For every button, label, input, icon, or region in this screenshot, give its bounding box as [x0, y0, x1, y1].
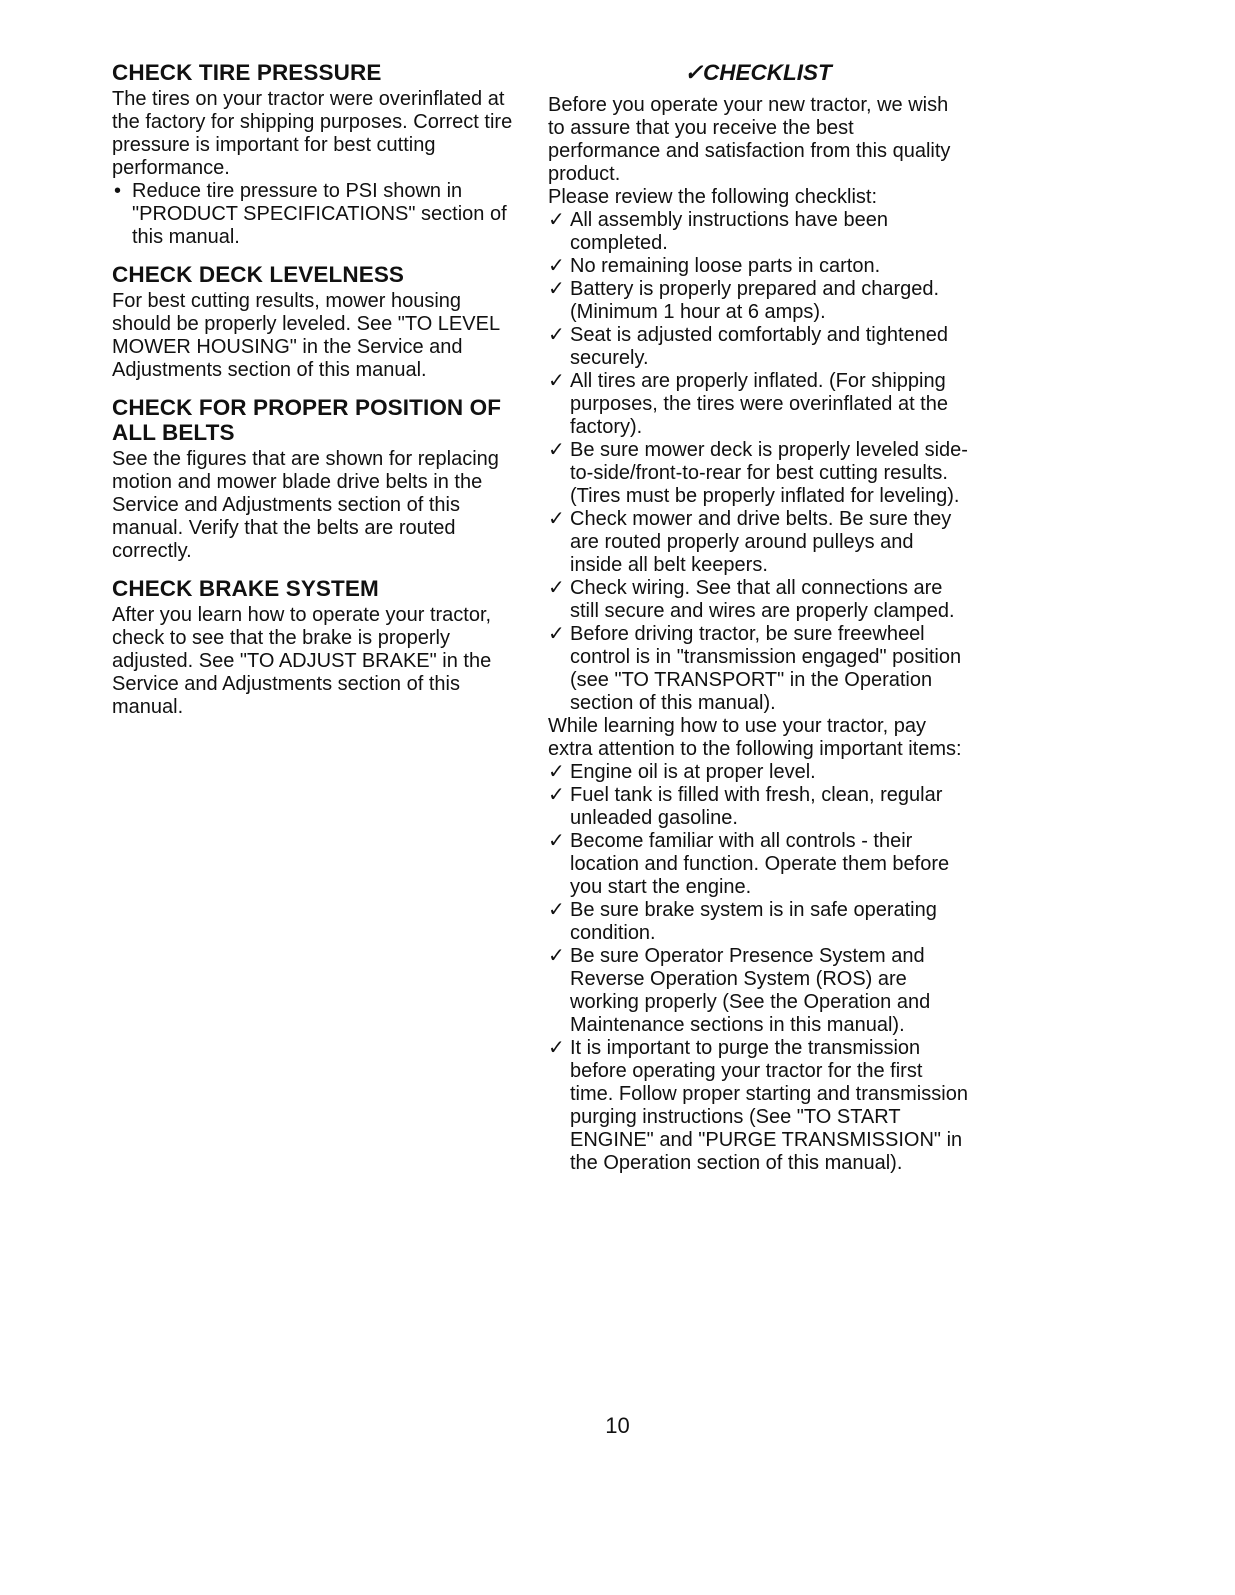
list-item-text: Engine oil is at proper level.: [570, 761, 816, 783]
checklist-title-text: CHECKLIST: [703, 60, 832, 85]
checkmark-icon: ✓: [548, 899, 565, 921]
tire-pressure-bullet-text: Reduce tire pressure to PSI shown in "PRODUCT SPECIFICATIONS" section of this manual.: [132, 180, 507, 248]
checkmark-icon: ✓: [548, 370, 565, 392]
list-item: [548, 255, 968, 278]
list-item: [548, 1037, 968, 1175]
list-item: [548, 830, 968, 899]
right-column: [548, 60, 968, 1175]
list-item-text: Check mower and drive belts. Be sure they are routed properly around pulleys and inside all belt keepers.: [570, 508, 952, 576]
heading-check-brake-system: CHECK BRAKE SYSTEM: [112, 576, 379, 601]
checkmark-icon: ✓: [548, 209, 565, 231]
list-item-text: Be sure mower deck is properly leveled side-to-side/front-to-rear for best cutting results. (Tires must be properly inflated for leveling).: [570, 439, 968, 507]
brake-system-text: After you learn how to operate your tractor, check to see that the brake is properly adjusted. See "TO ADJUST BRAKE" in the Service and Adjustments section of this manual.: [112, 604, 492, 718]
heading-check-deck-levelness: CHECK DECK LEVELNESS: [112, 262, 405, 287]
belts-text: See the figures that are shown for replacing motion and mower blade drive belts in the Service and Adjustments section of this manual. Verify that the belts are routed correctly.: [112, 448, 499, 562]
list-item: [548, 899, 968, 945]
checkmark-icon: ✓: [548, 761, 565, 783]
checkmark-icon: ✓: [548, 623, 565, 645]
checkmark-icon: ✓: [548, 830, 565, 852]
checkmark-icon: ✓: [548, 255, 565, 277]
list-item-text: Fuel tank is filled with fresh, clean, regular unleaded gasoline.: [570, 784, 943, 829]
checkmark-icon: ✓: [548, 324, 565, 346]
checklist-items-while-learning: [548, 761, 968, 1175]
checkmark-icon: ✓: [548, 508, 565, 530]
checklist-items-before-operation: [548, 209, 968, 715]
checkmark-icon: ✓: [548, 577, 565, 599]
checklist-review-line: Please review the following checklist:: [548, 186, 878, 208]
list-item-text: Check wiring. See that all connections are still secure and wires are properly clamped.: [570, 577, 955, 622]
list-item-text: Be sure brake system is in safe operating condition.: [570, 899, 937, 944]
deck-levelness-text: For best cutting results, mower housing should be properly leveled. See "TO LEVEL MOWER HOUSING" in the Service and Adjustments section of this manual.: [112, 290, 500, 381]
list-item-text: All assembly instructions have been completed.: [570, 209, 888, 254]
list-item: [548, 439, 968, 508]
list-item-text: Before driving tractor, be sure freewheel control is in "transmission engaged" position (see "TO TRANSPORT" in the Operation section of this manual).: [570, 623, 962, 714]
checkmark-icon: ✓: [548, 1037, 565, 1059]
heading-check-tire-pressure: CHECK TIRE PRESSURE: [112, 60, 382, 85]
list-item-text: Become familiar with all controls - their location and function. Operate them before you start the engine.: [570, 830, 950, 898]
checklist-intro: Before you operate your new tractor, we wish to assure that you receive the best performance and satisfaction from this quality product.: [548, 94, 951, 185]
list-item-text: No remaining loose parts in carton.: [570, 255, 881, 277]
list-item: [548, 784, 968, 830]
list-item: [548, 623, 968, 715]
page-number: 10: [605, 1413, 630, 1438]
bullet-dot-icon: •: [114, 180, 122, 202]
list-item: [548, 278, 968, 324]
checkmark-icon: ✓: [548, 945, 565, 967]
list-item-text: Be sure Operator Presence System and Reverse Operation System (ROS) are working properly (See the Operation and Maintenance sections in this manual).: [570, 945, 931, 1036]
list-item: [548, 370, 968, 439]
checkmark-icon: ✓: [684, 60, 704, 85]
checkmark-icon: ✓: [548, 439, 565, 461]
while-learning-line: While learning how to use your tractor, pay extra attention to the following important items:: [548, 715, 962, 760]
list-item: [548, 324, 968, 370]
list-item: [548, 577, 968, 623]
list-item: [548, 761, 968, 784]
list-item-text: Seat is adjusted comfortably and tightened securely.: [570, 324, 949, 369]
list-item-text: Battery is properly prepared and charged. (Minimum 1 hour at 6 amps).: [570, 278, 940, 323]
checklist-title: [548, 60, 968, 85]
tire-pressure-bullet: [112, 180, 522, 249]
list-item: [548, 508, 968, 577]
list-item-text: It is important to purge the transmission before operating your tractor for the first time. Follow proper starting and transmission purging instructions (See "TO START ENGINE" and "PURGE TRANSMISSION" in the Operation section of this manual).: [570, 1037, 968, 1174]
heading-check-belts: CHECK FOR PROPER POSITION OF ALL BELTS: [112, 395, 502, 445]
list-item-text: All tires are properly inflated. (For shipping purposes, the tires were overinflated at the factory).: [570, 370, 948, 438]
list-item: [548, 209, 968, 255]
left-column: [112, 60, 522, 719]
list-item: [548, 945, 968, 1037]
tire-pressure-text: The tires on your tractor were overinflated at the factory for shipping purposes. Correct tire pressure is important for best cutting performance.: [112, 88, 513, 179]
checkmark-icon: ✓: [548, 784, 565, 806]
checkmark-icon: ✓: [548, 278, 565, 300]
